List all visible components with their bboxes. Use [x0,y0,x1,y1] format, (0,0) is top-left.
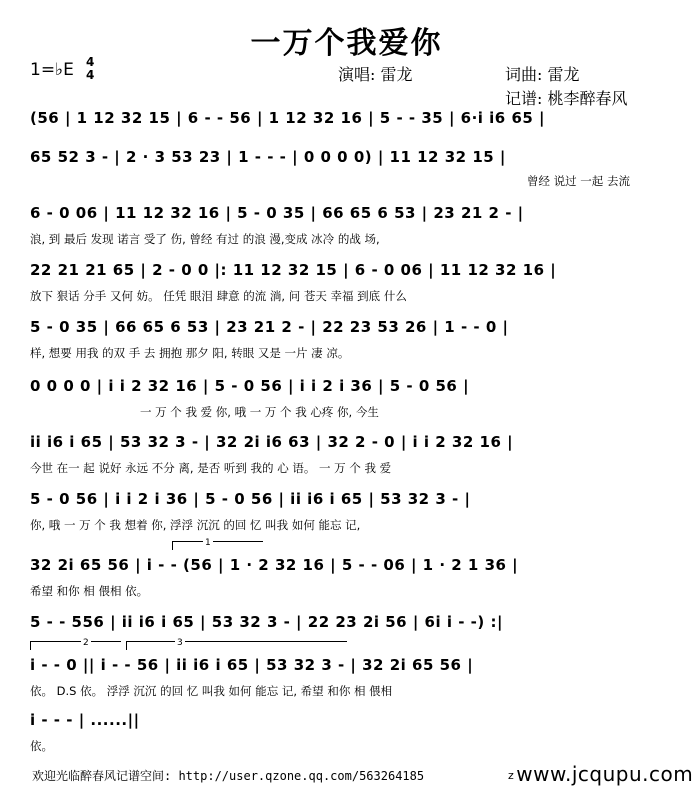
site-url: www.jcqupu.com [516,762,693,786]
volta-number-2: 2 [83,638,89,648]
time-sig-top: 4 [86,55,95,69]
lyric-row-3: 浪, 到 最后 发现 诺言 受了 伤, 曾经 有过 的浪 漫,变成 冰冷 的战 场, [30,232,380,246]
lyric-row-2: 曾经 说过 一起 去流 [527,174,630,188]
notation-row-10: 5 - - 556 | ii i6 i 65 | 53 32 3 - | 22 23 2i 56 | 6i i - -) :| [30,613,503,631]
lyric-row-4: 放下 狠话 分手 又何 妨。 任凭 眼泪 肆意 的流 淌, 问 苍天 幸福 到底 什么 [30,289,407,303]
lyric-row-12: 依。 [30,739,53,753]
lyric-row-6: 一 万 个 我 爱 你, 哦 一 万 个 我 心疼 你, 今生 [140,405,379,419]
notation-row-8: 5 - 0 56 | i i 2 i 36 | 5 - 0 56 | ii i6 i 65 | 53 32 3 - | [30,490,471,508]
notation-row-6: 0 0 0 0 | i i 2 32 16 | 5 - 0 56 | i i 2 i 36 | 5 - 0 56 | [30,377,470,395]
volta-bracket-3 [126,638,347,650]
notation-row-2: 65 52 3 - | 2 · 3 53 23 | 1 - - - | 0 0 0 0) | 11 12 32 15 | [30,148,506,166]
notation-row-12: i - - - | ......|| [30,711,140,729]
site-prefix: z [508,769,515,782]
volta-bracket-1 [172,538,263,550]
footer-text: 欢迎光临醉春风记谱空间: http://user.qzone.qq.com/563264185 [32,769,425,783]
composer-credit: 词曲: 雷龙 [505,65,580,84]
lyric-row-11: 依。 D.S 依。 浮浮 沉沉 的回 忆 叫我 如何 能忘 记, 希望 和你 相 偎相 [30,684,393,698]
volta-bracket-2 [30,638,121,650]
volta-number-1: 1 [205,538,211,548]
transcriber-credit: 记谱: 桃李醉春风 [505,89,628,108]
site-watermark [508,762,693,786]
time-signature [86,56,94,82]
notation-row-11: i - - 0 || i - - 56 | ii i6 i 65 | 53 32 3 - | 32 2i 65 56 | [30,656,474,674]
lyric-row-7: 今世 在一 起 说好 永远 不分 离, 是否 听到 我的 心 语。 一 万 个 我 爱 [30,461,392,475]
lyric-row-5: 样, 想要 用我 的双 手 去 拥抱 那夕 阳, 转眼 又是 一片 凄 凉。 [30,346,350,360]
volta-number-3: 3 [177,638,183,648]
time-sig-bottom: 4 [86,68,95,82]
notation-row-5: 5 - 0 35 | 66 65 6 53 | 23 21 2 - | 22 23 53 26 | 1 - - 0 | [30,318,509,336]
key-signature: 1=♭E [30,60,74,80]
song-title: 一万个我爱你 [250,26,443,61]
lyric-row-9: 希望 和你 相 偎相 依。 [30,584,149,598]
singer-credit: 演唱: 雷龙 [338,65,413,84]
notation-row-3: 6 - 0 06 | 11 12 32 16 | 5 - 0 35 | 66 65 6 53 | 23 21 2 - | [30,204,524,222]
notation-row-7: ii i6 i 65 | 53 32 3 - | 32 2i i6 63 | 32 2 - 0 | i i 2 32 16 | [30,433,514,451]
lyric-row-8: 你, 哦 一 万 个 我 想着 你, 浮浮 沉沉 的回 忆 叫我 如何 能忘 记, [30,518,361,532]
notation-row-4: 22 21 21 65 | 2 - 0 0 |: 11 12 32 15 | 6 - 0 06 | 11 12 32 16 | [30,261,557,279]
notation-row-9: 32 2i 65 56 | i - - (56 | 1 · 2 32 16 | 5 - - 06 | 1 · 2 1 36 | [30,556,519,574]
notation-row-1: (56 | 1 12 32 15 | 6 - - 56 | 1 12 32 16 | 5 - - 35 | 6·i i6 65 | [30,109,546,127]
